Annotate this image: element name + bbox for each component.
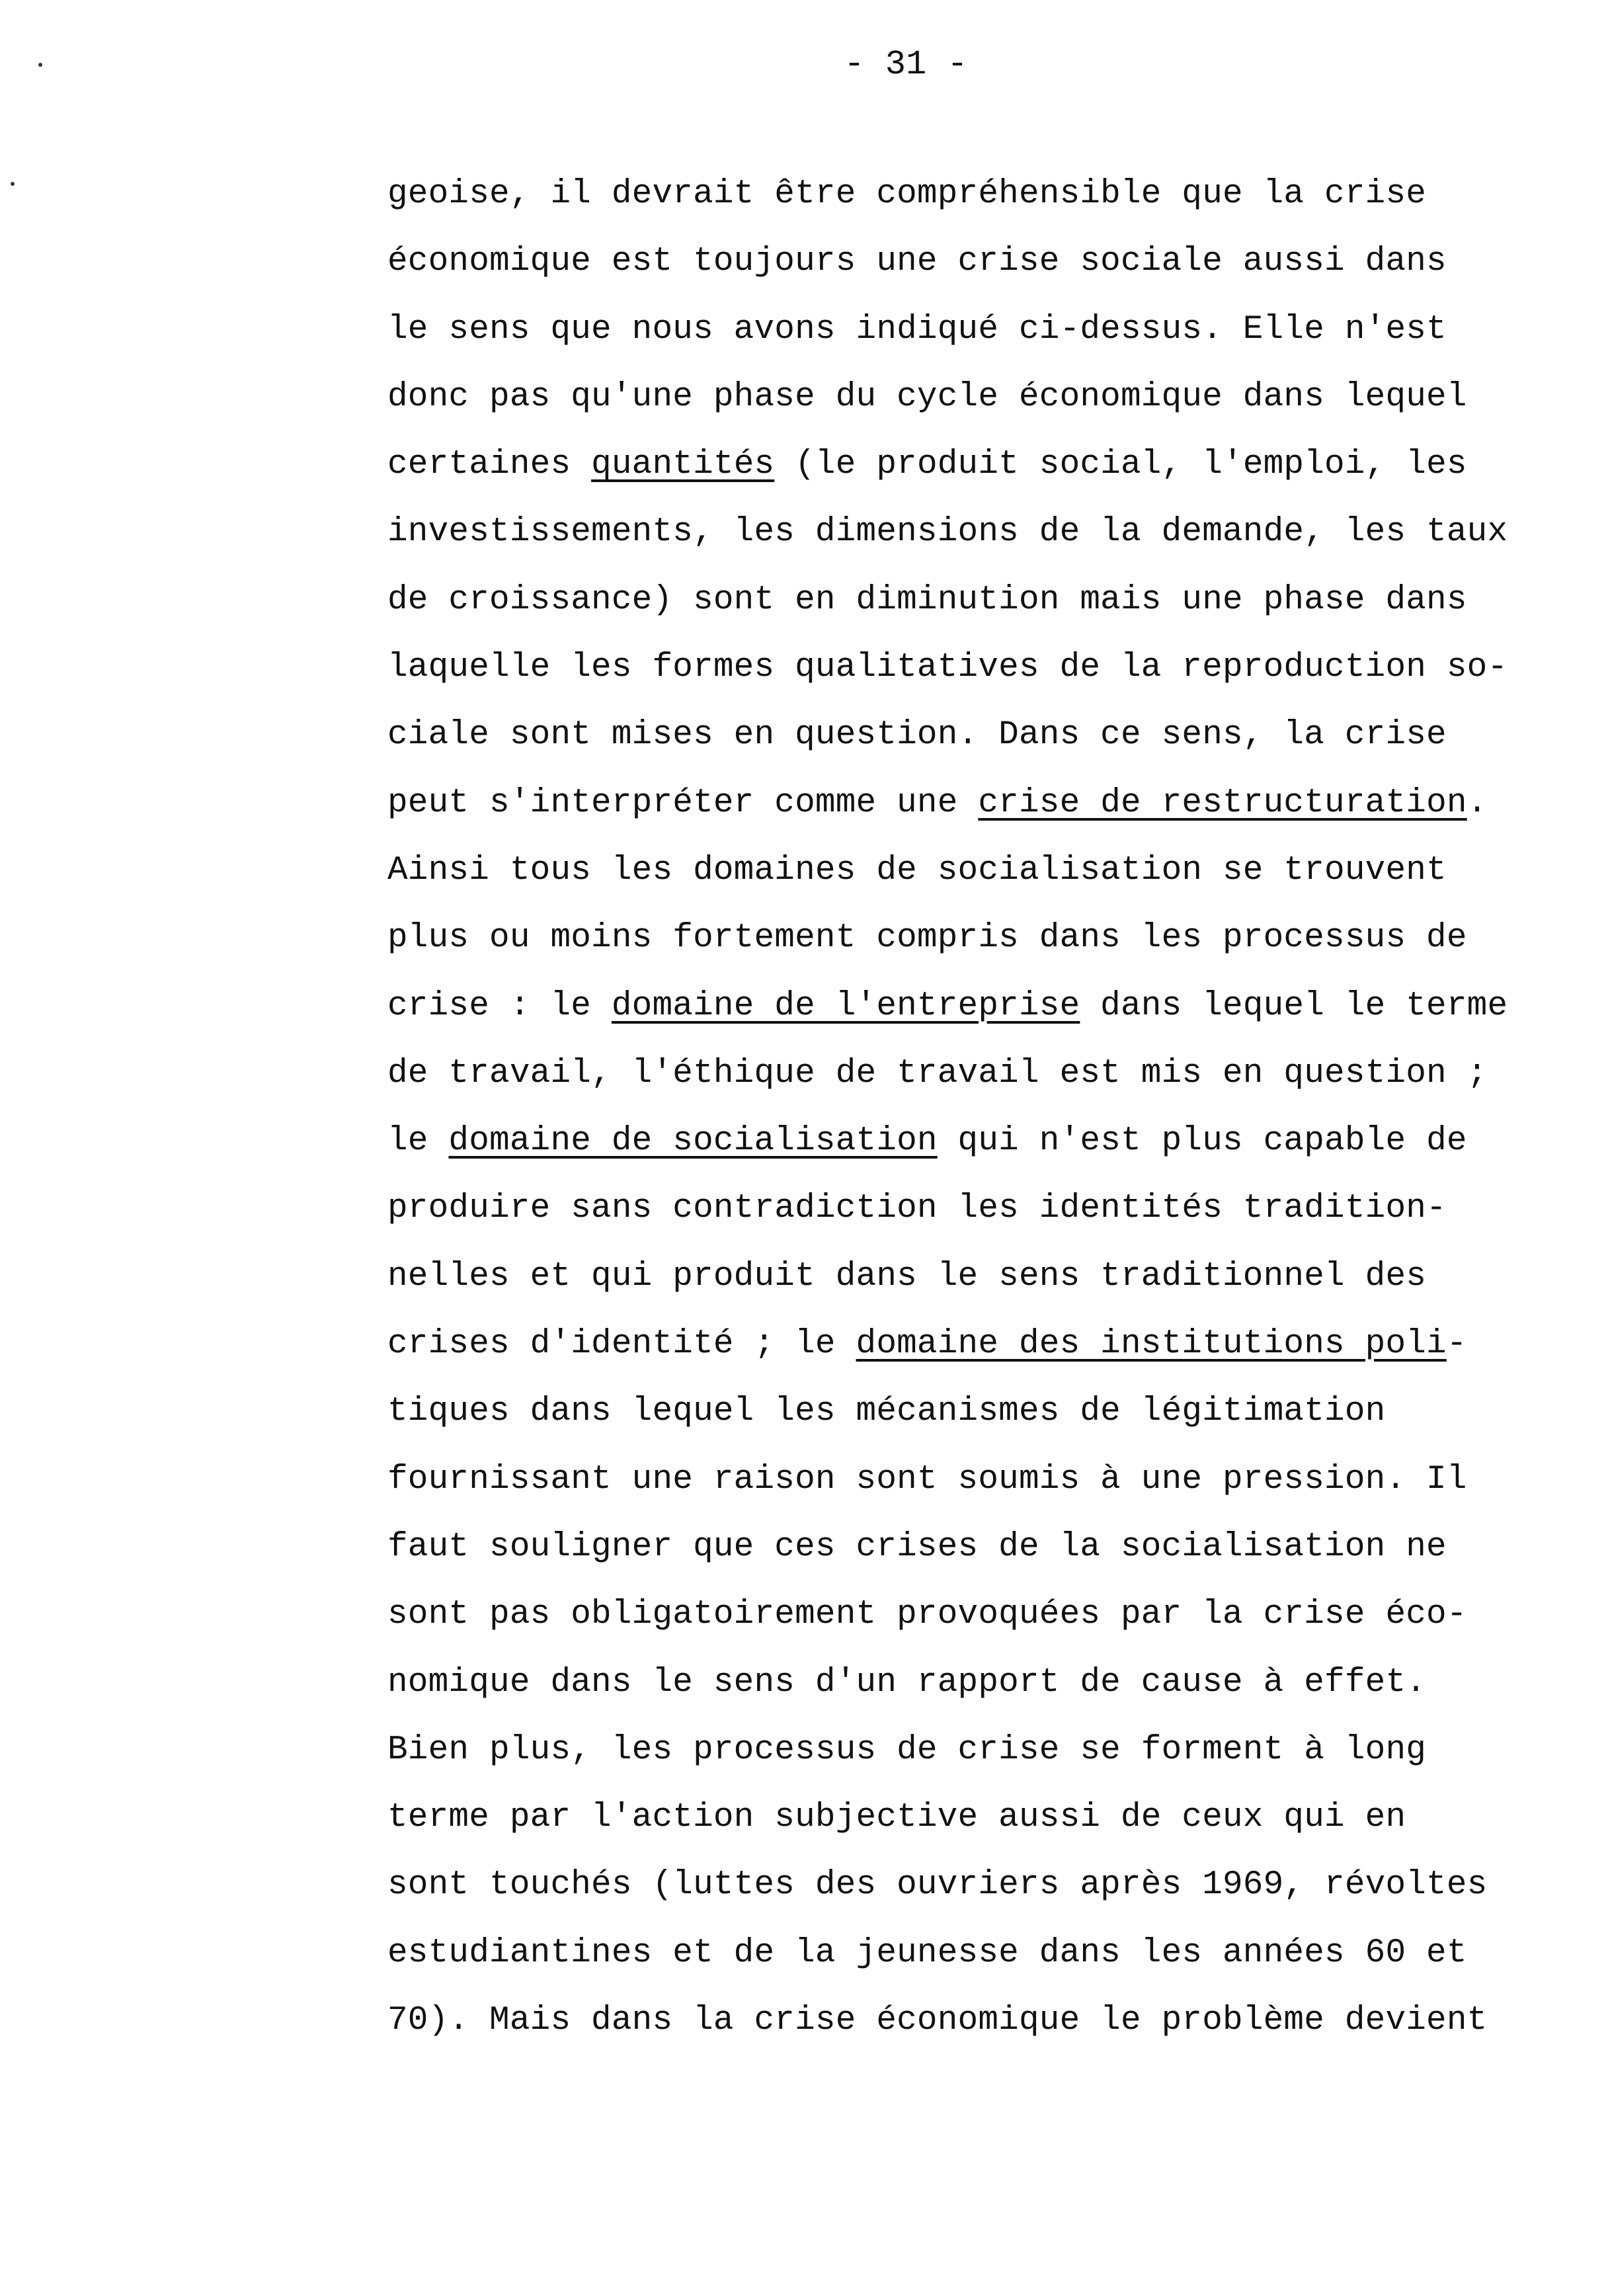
- underlined-phrase: quantités: [591, 446, 775, 484]
- text-segment: .: [1467, 784, 1488, 822]
- text-line: [387, 770, 1508, 837]
- text-segment: Ainsi tous les domaines de socialisation se trouvent: [387, 851, 1447, 889]
- text-segment: terme par l'action subjective aussi de ceux qui en: [387, 1799, 1406, 1837]
- text-line: [387, 1987, 1508, 2055]
- text-segment: 70). Mais dans la crise économique le problème devient: [387, 2002, 1488, 2040]
- text-line: [387, 634, 1508, 702]
- text-line: [387, 1108, 1508, 1175]
- text-segment: de travail, l'éthique de travail est mis en question ;: [387, 1054, 1488, 1092]
- text-segment: dans lequel le terme: [1080, 987, 1508, 1025]
- text-segment: le: [387, 1122, 449, 1161]
- text-line: [387, 567, 1508, 634]
- text-line: [387, 1311, 1508, 1378]
- text-segment: -: [1446, 1325, 1467, 1364]
- body-text: [387, 161, 1508, 2055]
- text-line: [387, 1784, 1508, 1852]
- text-segment: estudiantines et de la jeunesse dans les années 60 et: [387, 1934, 1467, 1972]
- text-segment: nelles et qui produit dans le sens traditionnel des: [387, 1257, 1427, 1295]
- text-line: [387, 1243, 1508, 1311]
- text-segment: geoise, il devrait être compréhensible que la crise: [387, 175, 1427, 213]
- text-segment: (le produit social, l'emploi, les: [774, 446, 1467, 484]
- text-segment: sont touchés (luttes des ouvriers après 1969, révoltes: [387, 1866, 1488, 1905]
- text-segment: plus ou moins fortement compris dans les processus de: [387, 919, 1467, 958]
- text-segment: laquelle les formes qualitatives de la reproduction so-: [387, 649, 1508, 687]
- text-segment: ciale sont mises en question. Dans ce sens, la crise: [387, 716, 1447, 755]
- text-line: [387, 499, 1508, 566]
- text-line: [387, 702, 1508, 769]
- text-line: [387, 1378, 1508, 1446]
- text-line: [387, 364, 1508, 431]
- text-line: [387, 1514, 1508, 1581]
- text-segment: qui n'est plus capable de: [937, 1122, 1467, 1161]
- text-segment: économique est toujours une crise sociale aussi dans: [387, 243, 1447, 281]
- text-line: [387, 973, 1508, 1040]
- text-line: [387, 431, 1508, 499]
- text-segment: donc pas qu'une phase du cycle économique dans lequel: [387, 378, 1467, 416]
- text-segment: faut souligner que ces crises de la socialisation ne: [387, 1528, 1447, 1566]
- page-number: - 31 -: [844, 45, 968, 84]
- text-line: [387, 296, 1508, 364]
- underlined-phrase: domaine des institutions poli: [856, 1325, 1447, 1364]
- text-segment: le sens que nous avons indiqué ci-dessus. Elle n'est: [387, 310, 1447, 348]
- text-line: [387, 1446, 1508, 1514]
- text-segment: produire sans contradiction les identités tradition-: [387, 1190, 1447, 1228]
- text-line: [387, 1040, 1508, 1108]
- text-line: [387, 1581, 1508, 1649]
- text-segment: certaines: [387, 446, 592, 484]
- text-line: [387, 1717, 1508, 1784]
- text-segment: crises d'identité ; le: [387, 1325, 856, 1364]
- text-line: [387, 1649, 1508, 1717]
- text-segment: Bien plus, les processus de crise se forment à long: [387, 1731, 1427, 1769]
- scan-speck: [38, 63, 42, 67]
- text-segment: crise : le: [387, 987, 612, 1025]
- text-segment: nomique dans le sens d'un rapport de cause à effet.: [387, 1663, 1427, 1702]
- scan-speck: [11, 182, 15, 186]
- text-line: [387, 905, 1508, 972]
- text-segment: investissements, les dimensions de la demande, les taux: [387, 513, 1508, 552]
- underlined-phrase: crise de restructuration: [978, 784, 1467, 822]
- underlined-phrase: domaine de l'entreprise: [611, 987, 1080, 1025]
- text-segment: tiques dans lequel les mécanismes de légitimation: [387, 1393, 1386, 1431]
- text-line: [387, 228, 1508, 296]
- text-segment: peut s'interpréter comme une: [387, 784, 979, 822]
- text-segment: sont pas obligatoirement provoquées par la crise éco-: [387, 1596, 1467, 1634]
- underlined-phrase: domaine de socialisation: [448, 1122, 938, 1161]
- text-line: [387, 837, 1508, 905]
- text-segment: fournissant une raison sont soumis à une pression. Il: [387, 1460, 1467, 1498]
- text-line: [387, 1920, 1508, 1987]
- text-line: [387, 161, 1508, 228]
- text-segment: de croissance) sont en diminution mais une phase dans: [387, 581, 1467, 619]
- text-line: [387, 1175, 1508, 1243]
- text-line: [387, 1852, 1508, 1919]
